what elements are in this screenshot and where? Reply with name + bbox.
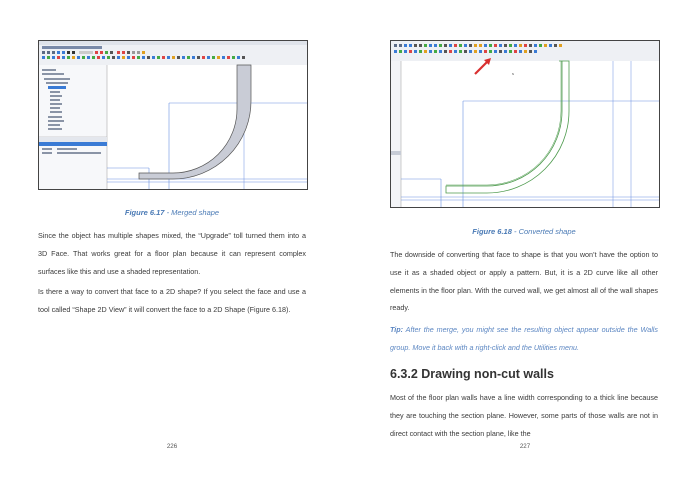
merged-shape-screenshot <box>39 41 307 189</box>
tip-label: Tip: <box>390 325 404 334</box>
svg-text:s: s <box>512 71 514 76</box>
right-page-number: 227 <box>519 443 531 450</box>
right-paragraph-2: Most of the floor plan walls have a line width corresponding to a thick line because they are touching the section plane. However, some parts of those walls are not in direct contact with the section plane, like the <box>390 393 658 438</box>
right-paragraph-1: The downside of converting that face to shape is that you won’t have the option to use it as a shaded object or apply a pattern. But, it is a 2D curve like all other elements in the floor plan. With the curved wall, we get almost all of the wall shapes ready. <box>390 250 658 313</box>
figure-caption-text: - Merged shape <box>164 208 220 217</box>
left-paragraph-1: Since the object has multiple shapes mixed, the “Upgrade” toll turned them into a 3D Face. That works great for a floor plan because it can represent complex surfaces like this and use a shaded representation. <box>38 231 306 276</box>
figure-6-17-caption <box>38 208 306 217</box>
figure-6-18-caption <box>390 227 658 236</box>
figure-number: Figure 6.17 <box>124 208 165 217</box>
tip-paragraph <box>390 321 658 357</box>
figure-6-17-screenshot <box>38 40 308 190</box>
left-page-number: 226 <box>166 443 178 450</box>
right-page <box>350 0 700 493</box>
converted-shape-screenshot <box>391 41 659 207</box>
figure-caption-text: - Converted shape <box>511 227 576 236</box>
figure-number: Figure 6.18 <box>472 227 512 236</box>
figure-6-18-screenshot <box>390 40 660 208</box>
left-paragraph-2: Is there a way to convert that face to a 2D shape? If you select the face and use a tool called “Shape 2D View” it will convert the face to a 2D Shape (Figure 6.18). <box>38 287 306 314</box>
section-heading: 6.3.2 Drawing non-cut walls <box>390 367 554 381</box>
tip-text: After the merge, you might see the resulting object appear outside the Walls group. Move it back with a right-click and the Utilities menu. <box>390 325 658 352</box>
